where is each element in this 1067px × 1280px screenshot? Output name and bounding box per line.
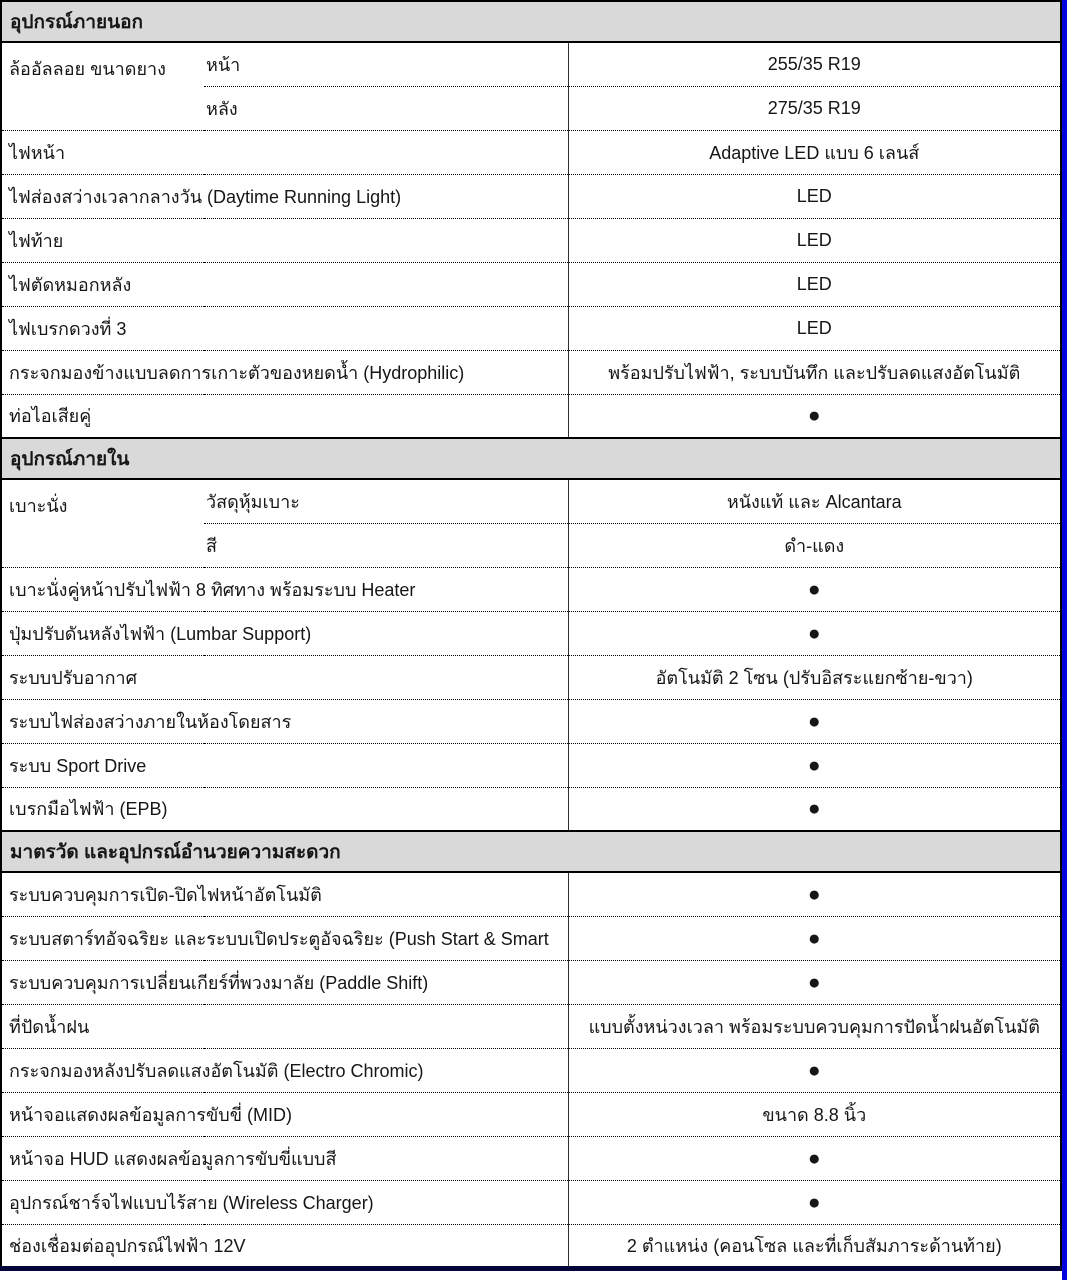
standard-equipment-bullet: ● xyxy=(568,1136,1061,1180)
standard-equipment-bullet: ● xyxy=(568,394,1061,438)
spec-label-cell: ปุ่มปรับดันหลังไฟฟ้า (Lumbar Support) xyxy=(1,611,568,655)
standard-equipment-bullet: ● xyxy=(568,960,1061,1004)
spec-value-cell: LED xyxy=(568,306,1061,350)
spec-row xyxy=(1,350,1061,394)
spec-row xyxy=(1,916,1061,960)
spec-label-cell: ระบบควบคุมการเปลี่ยนเกียร์ที่พวงมาลัย (Paddle Shift) xyxy=(1,960,568,1004)
spec-label-cell: หน้าจอแสดงผลข้อมูลการขับขี่ (MID) xyxy=(1,1092,568,1136)
spec-row xyxy=(1,1048,1061,1092)
spec-label-cell: ระบบปรับอากาศ xyxy=(1,655,568,699)
spec-label-cell: ไฟเบรกดวงที่ 3 xyxy=(1,306,568,350)
spec-label-cell: อุปกรณ์ชาร์จไฟแบบไร้สาย (Wireless Charger) xyxy=(1,1180,568,1224)
spec-row xyxy=(1,1004,1061,1048)
standard-equipment-bullet: ● xyxy=(568,1180,1061,1224)
spec-value-cell: LED xyxy=(568,218,1061,262)
spec-label-cell: ไฟหน้า xyxy=(1,130,568,174)
spec-row xyxy=(1,394,1061,438)
spec-row xyxy=(1,306,1061,350)
standard-equipment-bullet: ● xyxy=(568,872,1061,916)
spec-sub-label-cell: หลัง xyxy=(204,86,568,130)
spec-label-cell: ท่อไอเสียคู่ xyxy=(1,394,568,438)
spec-value-cell: หนังแท้ และ Alcantara xyxy=(568,479,1061,523)
standard-equipment-bullet: ● xyxy=(568,567,1061,611)
spec-value-cell: แบบตั้งหน่วงเวลา พร้อมระบบควบคุมการปัดน้ำฝนอัตโนมัติ xyxy=(568,1004,1061,1048)
spec-row xyxy=(1,130,1061,174)
spec-value-cell: พร้อมปรับไฟฟ้า, ระบบบันทึก และปรับลดแสงอัตโนมัติ xyxy=(568,350,1061,394)
spec-label-cell: เบาะนั่งคู่หน้าปรับไฟฟ้า 8 ทิศทาง พร้อมระบบ Heater xyxy=(1,567,568,611)
spec-row xyxy=(1,218,1061,262)
spec-row xyxy=(1,655,1061,699)
spec-value-cell: อัตโนมัติ 2 โซน (ปรับอิสระแยกซ้าย-ขวา) xyxy=(568,655,1061,699)
spec-row xyxy=(1,1092,1061,1136)
spec-row xyxy=(1,262,1061,306)
spec-label-cell: ระบบไฟส่องสว่างภายในห้องโดยสาร xyxy=(1,699,568,743)
spec-row xyxy=(1,787,1061,831)
spec-label-cell: กระจกมองข้างแบบลดการเกาะตัวของหยดน้ำ (Hydrophilic) xyxy=(1,350,568,394)
spec-row xyxy=(1,699,1061,743)
spec-label-cell: ล้ออัลลอย ขนาดยาง xyxy=(1,42,204,130)
spec-sub-label-cell: สี xyxy=(204,523,568,567)
standard-equipment-bullet: ● xyxy=(568,699,1061,743)
spec-value-cell: Adaptive LED แบบ 6 เลนส์ xyxy=(568,130,1061,174)
spec-value-cell: 255/35 R19 xyxy=(568,42,1061,86)
spec-row xyxy=(1,479,1061,523)
spec-value-cell: 2 ตำแหน่ง (คอนโซล และที่เก็บสัมภาระด้านท้าย) xyxy=(568,1224,1061,1268)
spec-row xyxy=(1,960,1061,1004)
section-header: อุปกรณ์ภายนอก xyxy=(1,1,1061,42)
spec-label-cell: เบรกมือไฟฟ้า (EPB) xyxy=(1,787,568,831)
spec-row xyxy=(1,1224,1061,1268)
spec-label-cell: ระบบ Sport Drive xyxy=(1,743,568,787)
spec-row xyxy=(1,743,1061,787)
spec-sub-label-cell: หน้า xyxy=(204,42,568,86)
standard-equipment-bullet: ● xyxy=(568,1048,1061,1092)
section-header: อุปกรณ์ภายใน xyxy=(1,438,1061,479)
spec-row xyxy=(1,567,1061,611)
spec-label-cell: ไฟตัดหมอกหลัง xyxy=(1,262,568,306)
spec-label-cell: ไฟส่องสว่างเวลากลางวัน (Daytime Running Light) xyxy=(1,174,568,218)
spec-label-cell: เบาะนั่ง xyxy=(1,479,204,567)
standard-equipment-bullet: ● xyxy=(568,916,1061,960)
spec-label-cell: ระบบควบคุมการเปิด-ปิดไฟหน้าอัตโนมัติ xyxy=(1,872,568,916)
standard-equipment-bullet: ● xyxy=(568,743,1061,787)
spec-value-cell: ดำ-แดง xyxy=(568,523,1061,567)
spec-label-cell: ที่ปัดน้ำฝน xyxy=(1,1004,568,1048)
standard-equipment-bullet: ● xyxy=(568,787,1061,831)
spec-sub-label-cell: วัสดุหุ้มเบาะ xyxy=(204,479,568,523)
spec-row xyxy=(1,174,1061,218)
section-header: มาตรวัด และอุปกรณ์อำนวยความสะดวก xyxy=(1,831,1061,872)
spec-label-cell: กระจกมองหลังปรับลดแสงอัตโนมัติ (Electro Chromic) xyxy=(1,1048,568,1092)
spec-row xyxy=(1,611,1061,655)
section-header-row xyxy=(1,438,1061,479)
spec-label-cell: ระบบสตาร์ทอัจฉริยะ และระบบเปิดประตูอัจฉริยะ (Push Start & Smart xyxy=(1,916,568,960)
spec-row xyxy=(1,1180,1061,1224)
standard-equipment-bullet: ● xyxy=(568,611,1061,655)
spec-value-cell: 275/35 R19 xyxy=(568,86,1061,130)
spec-row xyxy=(1,872,1061,916)
spec-row xyxy=(1,1136,1061,1180)
spec-label-cell: ไฟท้าย xyxy=(1,218,568,262)
section-header-row xyxy=(1,831,1061,872)
spec-value-cell: ขนาด 8.8 นิ้ว xyxy=(568,1092,1061,1136)
spec-value-cell: LED xyxy=(568,262,1061,306)
spec-value-cell: LED xyxy=(568,174,1061,218)
spec-label-cell: หน้าจอ HUD แสดงผลข้อมูลการขับขี่แบบสี xyxy=(1,1136,568,1180)
section-header-row xyxy=(1,1,1061,42)
window-edge-stripe xyxy=(1062,0,1067,1280)
spec-label-cell: ช่องเชื่อมต่ออุปกรณ์ไฟฟ้า 12V xyxy=(1,1224,568,1268)
spec-row xyxy=(1,42,1061,86)
